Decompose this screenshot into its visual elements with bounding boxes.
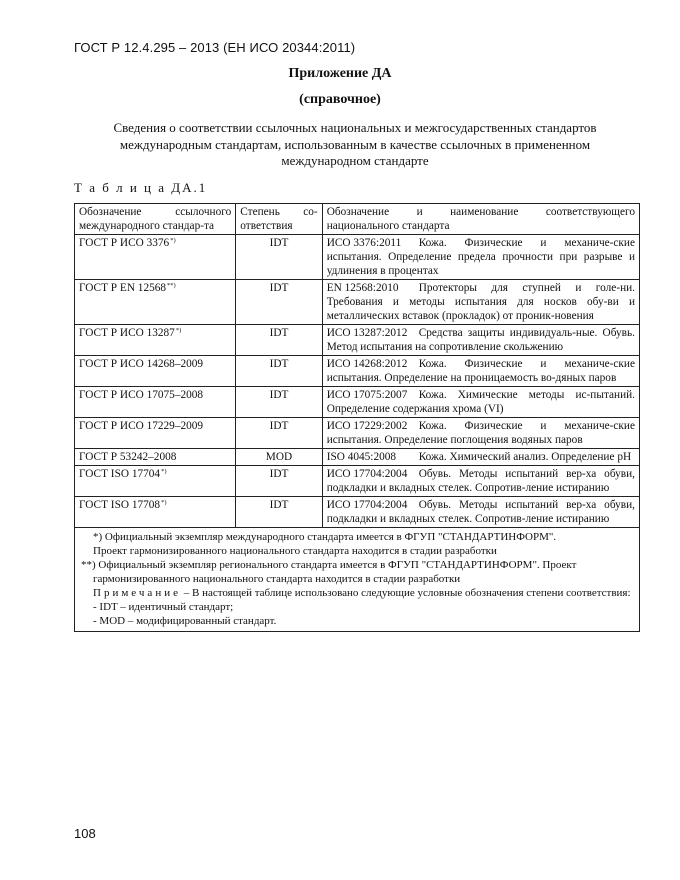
- national-standard-code: EN 12568:2010: [326, 282, 399, 294]
- table-label: Т а б л и ц а ДА.1: [74, 180, 208, 195]
- table-row: [75, 280, 640, 325]
- reference-code: ГОСТ Р 53242–2008: [79, 451, 177, 463]
- national-standard-title: Обувь. Методы испытаний вер-ха обуви, подкладки и вкладных стелек. Сопротив-ление истиранию: [326, 499, 635, 525]
- national-standard-title: Кожа. Химические методы ис-пытаний. Определение содержания хрома (VI): [326, 389, 635, 415]
- footnote-mark: **): [167, 282, 176, 289]
- table-notes-row: [75, 528, 640, 632]
- degree-of-correspondence: IDT: [236, 497, 322, 528]
- table-body: [75, 235, 640, 528]
- correspondence-table: [74, 203, 640, 632]
- table-row: [75, 418, 640, 449]
- footnote-mark: *): [161, 468, 167, 475]
- national-standard: [322, 466, 639, 497]
- table-row: [75, 449, 640, 466]
- table-row: [75, 387, 640, 418]
- note-title: Примечание: [93, 587, 181, 599]
- national-standard-title: Кожа. Химический анализ. Определение pH: [418, 451, 632, 463]
- table-row: [75, 325, 640, 356]
- footnote-1-line1: *) Официальный экземпляр международного стандарта имеется в ФГУП "СТАНДАРТИНФОРМ".: [93, 531, 557, 543]
- degree-of-correspondence: MOD: [236, 449, 322, 466]
- national-standard: [322, 356, 639, 387]
- degree-of-correspondence: IDT: [236, 356, 322, 387]
- national-standard-title: Обувь. Методы испытаний вер-ха обуви, подкладки и вкладных стелек. Сопротив-ление истиранию: [326, 468, 635, 494]
- header-national: Обозначение и наименование соответствующего национального стандарта: [322, 204, 639, 235]
- degree-of-correspondence: IDT: [236, 280, 322, 325]
- note: [81, 586, 633, 600]
- national-standard: [322, 418, 639, 449]
- national-standard: [322, 280, 639, 325]
- national-standard-title: Кожа. Физические и механиче-ские испытания. Определение предела прочности при разрыве и удлинения в процентах: [326, 237, 635, 277]
- footnote-mark: *): [175, 327, 182, 334]
- reference-standard: [75, 356, 236, 387]
- national-standard-title: Средства защиты индивидуаль-ные. Обувь. Метод испытания на сопротивление скольжению: [326, 327, 635, 353]
- reference-standard: [75, 466, 236, 497]
- table-row: [75, 497, 640, 528]
- reference-code: ГОСТ ISO 17704: [79, 468, 161, 480]
- national-standard-code: ИСО 17704:2004: [326, 468, 408, 480]
- reference-code: ГОСТ Р ИСО 3376: [79, 237, 170, 249]
- national-standard-title: Кожа. Физические и механиче-ские испытания. Определение поглощения водяных паров: [326, 420, 635, 446]
- appendix-intro: Сведения о соответствии ссылочных национальных и межгосударственных стандартов международным стандартам, использованным в качестве ссылочных в примененном международном стандарте: [113, 120, 597, 168]
- degree-of-correspondence: IDT: [236, 418, 322, 449]
- footnote-1-line2: Проект гармонизированного национального стандарта находится в стадии разработки: [93, 545, 497, 557]
- header-degree: Степень со-ответствия: [236, 204, 322, 235]
- reference-code: ГОСТ Р ИСО 14268–2009: [79, 358, 204, 370]
- footnote-2: [81, 558, 633, 586]
- degree-of-correspondence: IDT: [236, 466, 322, 497]
- reference-standard: [75, 387, 236, 418]
- reference-standard: [75, 418, 236, 449]
- national-standard-code: ИСО 13287:2012: [326, 327, 408, 339]
- reference-standard: [75, 325, 236, 356]
- footnote-mark: *): [161, 499, 167, 506]
- footnote-2-line2: гармонизированного национального стандарта находится в стадии разработки: [93, 573, 461, 585]
- table-row: [75, 235, 640, 280]
- national-standard: [322, 325, 639, 356]
- national-standard: [322, 497, 639, 528]
- reference-standard: [75, 449, 236, 466]
- national-standard-code: ИСО 17229:2002: [326, 420, 408, 432]
- appendix-subtitle: (справочное): [299, 92, 381, 107]
- header-reference: Обозначение ссылочного международного стандар-та: [75, 204, 236, 235]
- appendix-title: Приложение ДА: [288, 66, 392, 81]
- page-number: 108: [74, 826, 96, 841]
- legend-mod: - MOD – модифицированный стандарт.: [93, 615, 277, 627]
- reference-code: ГОСТ ISO 17708: [79, 499, 161, 511]
- document-header: ГОСТ Р 12.4.295 – 2013 (ЕН ИСО 20344:2011): [74, 40, 356, 55]
- national-standard-code: ИСО 17075:2007: [326, 389, 408, 401]
- footnote-1: [81, 530, 633, 558]
- table-notes: [75, 528, 640, 632]
- national-standard: [322, 449, 639, 466]
- national-standard: [322, 235, 639, 280]
- national-standard-code: ИСО 17704:2004: [326, 499, 408, 511]
- degree-of-correspondence: IDT: [236, 387, 322, 418]
- national-standard: [322, 387, 639, 418]
- degree-of-correspondence: IDT: [236, 325, 322, 356]
- reference-standard: [75, 497, 236, 528]
- reference-code: ГОСТ Р ИСО 13287: [79, 327, 175, 339]
- table-row: [75, 356, 640, 387]
- note-text: – В настоящей таблице использовано следующие условные обозначения степени соответствия:: [180, 587, 631, 599]
- reference-code: ГОСТ Р EN 12568: [79, 282, 167, 294]
- table-row: [75, 466, 640, 497]
- reference-standard: [75, 235, 236, 280]
- national-standard-code: ИСО 3376:2011: [326, 237, 402, 249]
- reference-code: ГОСТ Р ИСО 17075–2008: [79, 389, 204, 401]
- national-standard-code: ИСО 14268:2012: [326, 358, 408, 370]
- national-standard-title: Протекторы для ступней и голе-ни. Требования и методы испытания для носков обу-ви и металлических вставок (прокладок) от проник-новения: [326, 282, 635, 322]
- table-header-row: [75, 204, 640, 235]
- footnote-mark: *): [170, 237, 176, 244]
- legend-idt: - IDT – идентичный стандарт;: [93, 601, 234, 613]
- footnote-2-line1: **) Официальный экземпляр регионального стандарта имеется в ФГУП "СТАНДАРТИНФОРМ". Проект: [81, 559, 577, 571]
- national-standard-code: ISO 4045:2008: [326, 451, 397, 463]
- reference-standard: [75, 280, 236, 325]
- reference-code: ГОСТ Р ИСО 17229–2009: [79, 420, 204, 432]
- national-standard-title: Кожа. Физические и механиче-ские испытания. Определение на проницаемость во-дяных паров: [326, 358, 635, 384]
- degree-of-correspondence: IDT: [236, 235, 322, 280]
